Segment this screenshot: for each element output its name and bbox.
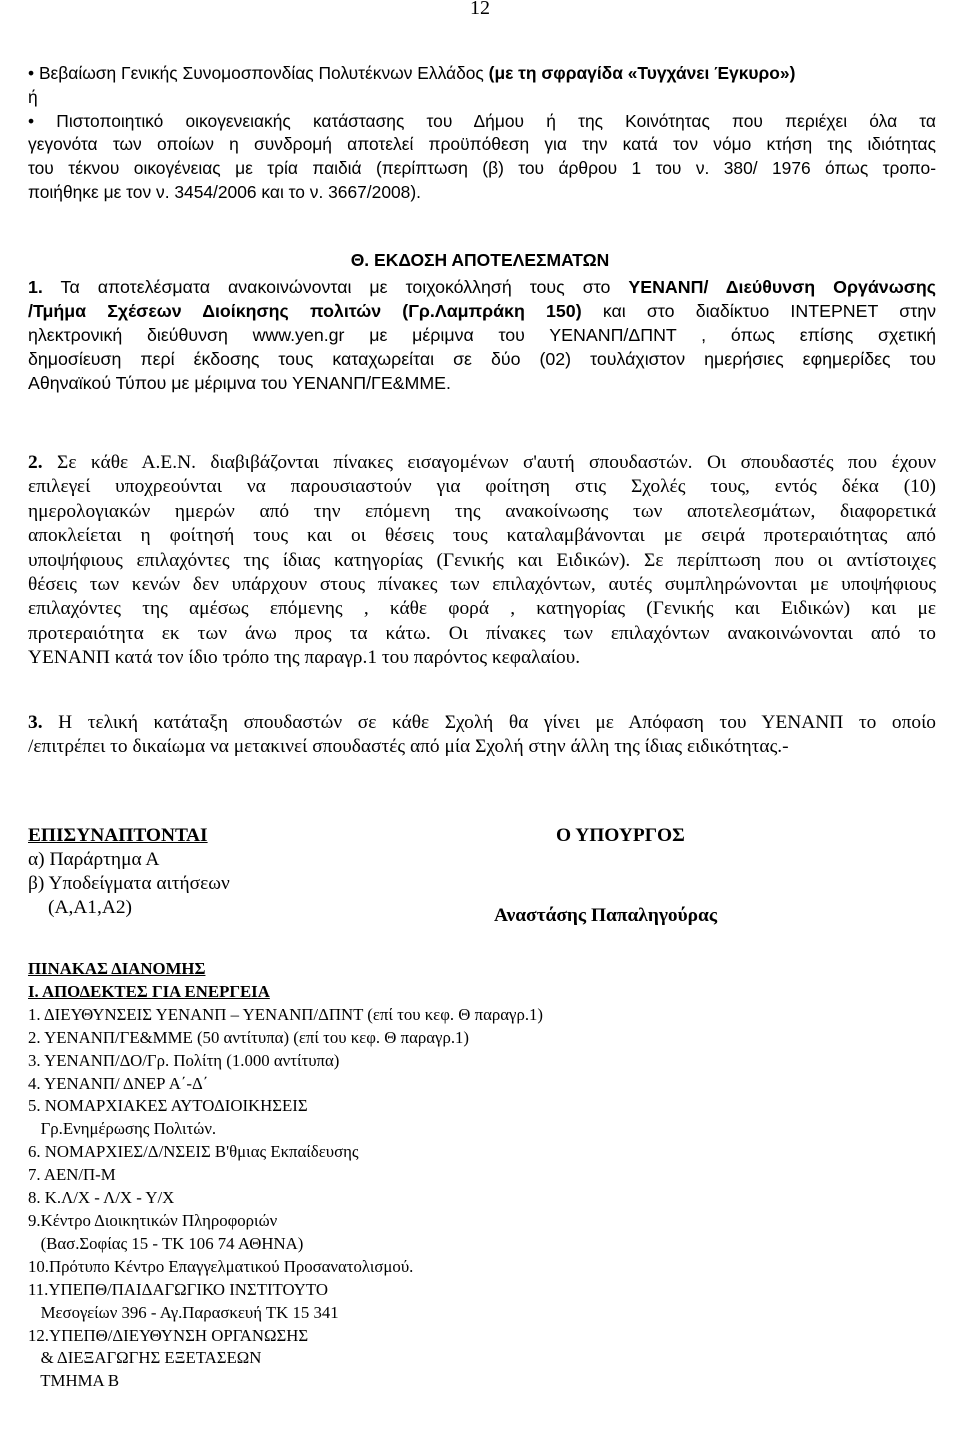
bullet-line: του τέκνου οικογένειας με τρία παιδιά (περίπτωση (β) του άρθρου 1 του ν. 380/ 1976 όπως τροπο- <box>28 158 936 179</box>
paragraph-line: ηλεκτρονική διεύθυνση www.yen.gr με μέριμνα του ΥΕΝΑΝΠ/ΔΠΝΤ , όπως επίσης σχετική <box>28 324 936 345</box>
distribution-item: 5. ΝΟΜΑΡΧΙΑΚΕΣ ΑΥΤΟΔΙΟΙΚΗΣΕΙΣ <box>28 1096 308 1116</box>
paragraph-line: 2. Σε κάθε Α.Ε.Ν. διαβιβάζονται πίνακες εισαγομένων σ'αυτή σπουδαστών. Οι σπουδαστές που έχουν <box>28 452 936 473</box>
paragraph-line: 3. Η τελική κατάταξη σπουδαστών σε κάθε Σχολή θα γίνει με Απόφαση του ΥΕΝΑΝΠ το οποίο <box>28 712 936 733</box>
requirements-list <box>28 62 936 205</box>
bullet-line: ποιήθηκε με τον ν. 3454/2006 και το ν. 3667/2008). <box>28 181 421 202</box>
paragraph-line: ημερολογιακών ημερών από την επόμενη της ανακοίνωσης των αποτελεσμάτων, διαφορετικά <box>28 500 936 522</box>
paragraph-line: ΥΕΝΑΝΠ κατά τον ίδιο τρόπο της παραγρ.1 του παρόντος κεφαλαίου. <box>28 647 581 669</box>
bullet-line: • Πιστοποιητικό οικογενειακής κατάστασης του Δήμου ή της Κοινότητας που περιέχει όλα τα <box>28 110 936 131</box>
attachments-block <box>28 824 230 920</box>
paragraph-3 <box>28 711 936 760</box>
bullet-item: • Βεβαίωση Γενικής Συνομοσπονδίας Πολυτέκνων Ελλάδος (με τη σφραγίδα «Τυγχάνει Έγκυρο») <box>28 63 796 83</box>
distribution-item: (Βασ.Σοφίας 15 - ΤΚ 106 74 ΑΘΗΝΑ) <box>28 1233 304 1253</box>
signature-name: Αναστάσης Παπαληγούρας <box>494 905 718 926</box>
distribution-item: 4. ΥΕΝΑΝΠ/ ΔΝΕΡ Α΄-Δ΄ <box>28 1073 209 1093</box>
section-title: Θ. ΕΚΔΟΣΗ ΑΠΟΤΕΛΕΣΜΑΤΩΝ <box>350 250 610 270</box>
distribution-item: 7. ΑΕΝ/Π-Μ <box>28 1165 116 1185</box>
paragraph-line: 1. Τα αποτελέσματα ανακοινώνονται με τοιχοκόλλησή τους στο ΥΕΝΑΝΠ/ Διεύθυνση Οργάνωσης <box>28 277 936 297</box>
distribution-item: Γρ.Ενημέρωσης Πολιτών. <box>28 1119 217 1139</box>
attachments-heading: ΕΠΙΣΥΝΑΠΤΟΝΤΑΙ <box>28 825 208 846</box>
distribution-item: 3. ΥΕΝΑΝΠ/ΔΟ/Γρ. Πολίτη (1.000 αντίτυπα) <box>28 1050 340 1070</box>
paragraph-2 <box>28 451 936 671</box>
paragraph-line: Αθηναϊκού Τύπου με μέριμνα του ΥΕΝΑΝΠ/ΓΕ&ΜΜΕ. <box>28 372 451 393</box>
distribution-item: 1. ΔΙΕΥΘΥΝΣΕΙΣ ΥΕΝΑΝΠ – ΥΕΝΑΝΠ/ΔΠΝΤ (επί του κεφ. Θ παραγρ.1) <box>28 1004 544 1024</box>
attachment-item: (Α,Α1,Α2) <box>48 897 133 918</box>
bullet-icon: • <box>28 110 35 131</box>
distribution-item: 9.Κέντρο Διοικητικών Πληροφοριών <box>28 1210 278 1230</box>
paragraph-line: θέσεις των κενών δεν υπάρχουν στους πίνακες των επιλαχόντων, αυτές συμπληρώνονται με υποψήφιους <box>28 574 936 596</box>
distribution-item: 2. ΥΕΝΑΝΠ/ΓΕ&ΜΜΕ (50 αντίτυπα) (επί του κεφ. Θ παραγρ.1) <box>28 1027 470 1047</box>
distribution-item: 11.ΥΠΕΠΘ/ΠΑΙΔΑΓΩΓΙΚΟ ΙΝΣΤΙΤΟΥΤΟ <box>28 1279 328 1299</box>
distribution-item: 8. Κ.Λ/Χ - Λ/Χ - Υ/Χ <box>28 1188 175 1208</box>
paragraph-line: αποκλείεται η φοίτησή τους και οι θέσεις τους καταλαμβάνονται με σειρά προτεραιότητας από <box>28 525 936 547</box>
paragraph-line: δημοσίευση περί έκδοσης τους καταχωρείται σε δύο (02) τουλάχιστον ημερήσιες εφημερίδες του <box>28 348 936 369</box>
distribution-item: 10.Πρότυπο Κέντρο Επαγγελματικού Προσανατολισμού. <box>28 1256 414 1276</box>
distribution-list <box>28 958 928 1393</box>
distribution-item: Μεσογείων 396 - Αγ.Παρασκευή ΤΚ 15 341 <box>28 1302 339 1322</box>
distribution-item: 6. ΝΟΜΑΡΧΙΕΣ/Δ/ΝΣΕΙΣ Β'θμιας Εκπαίδευσης <box>28 1142 359 1162</box>
distribution-item: 12.ΥΠΕΠΘ/ΔΙΕΥΘΥΝΣΗ ΟΡΓΑΝΩΣΗΣ <box>28 1325 309 1345</box>
bullet-icon: • <box>28 63 35 83</box>
attachment-item: α) Παράρτημα Α <box>28 849 160 870</box>
distribution-subheading: Ι. ΑΠΟΔΕΚΤΕΣ ΓΙΑ ΕΝΕΡΓΕΙΑ <box>28 981 270 1001</box>
distribution-item: ΤΜΗΜΑ Β <box>28 1371 120 1391</box>
paragraph-line: επιλεγεί υποχρεούνται να παρουσιαστούν για φοίτηση στις Σχολές τους, εντός δέκα (10) <box>28 476 936 498</box>
distribution-item: & ΔΙΕΞΑΓΩΓΗΣ ΕΞΕΤΑΣΕΩΝ <box>28 1348 262 1368</box>
paragraph-line: υποψήφιους επιλαχόντες της ίδιας κατηγορίας (Γενικής και Ειδικών). Σε περίπτωση που οι αντίστοιχες <box>28 549 936 571</box>
or-separator: ή <box>28 86 38 107</box>
bullet-line: γεγονότα των οποίων η συνδρομή αποτελεί προϋπόθεση για την κατά τον νόμο κτήση της ιδιότητας <box>28 134 936 155</box>
attachment-item: β) Υποδείγματα αιτήσεων <box>28 873 230 894</box>
bullet-item <box>28 110 936 205</box>
page-number: 12 <box>470 0 490 19</box>
paragraph-line: προτεραιότητα εκ των άνω προς τα κάτω. Οι πίνακες των επιλαχόντων ανακοινώνονται από το <box>28 622 936 644</box>
signature-title: Ο ΥΠΟΥΡΓΟΣ <box>556 825 685 846</box>
distribution-heading: ΠΙΝΑΚΑΣ ΔΙΑΝΟΜΗΣ <box>28 959 206 978</box>
paragraph-1 <box>28 276 936 396</box>
paragraph-line: /Τμήμα Σχέσεων Διοίκησης πολιτών (Γρ.Λαμπράκη 150) και στο διαδίκτυο ΙΝΤΕΡΝΕΤ στην <box>28 300 937 321</box>
paragraph-line: /επιτρέπει το δικαίωμα να μετακινεί σπουδαστές από μία Σχολή στην άλλη της ίδιας ειδικότητας.- <box>28 736 789 758</box>
paragraph-line: επιλαχόντες της αμέσως επόμενης , κάθε φορά , κατηγορίας (Γενικής και Ειδικών) και με <box>28 598 936 620</box>
